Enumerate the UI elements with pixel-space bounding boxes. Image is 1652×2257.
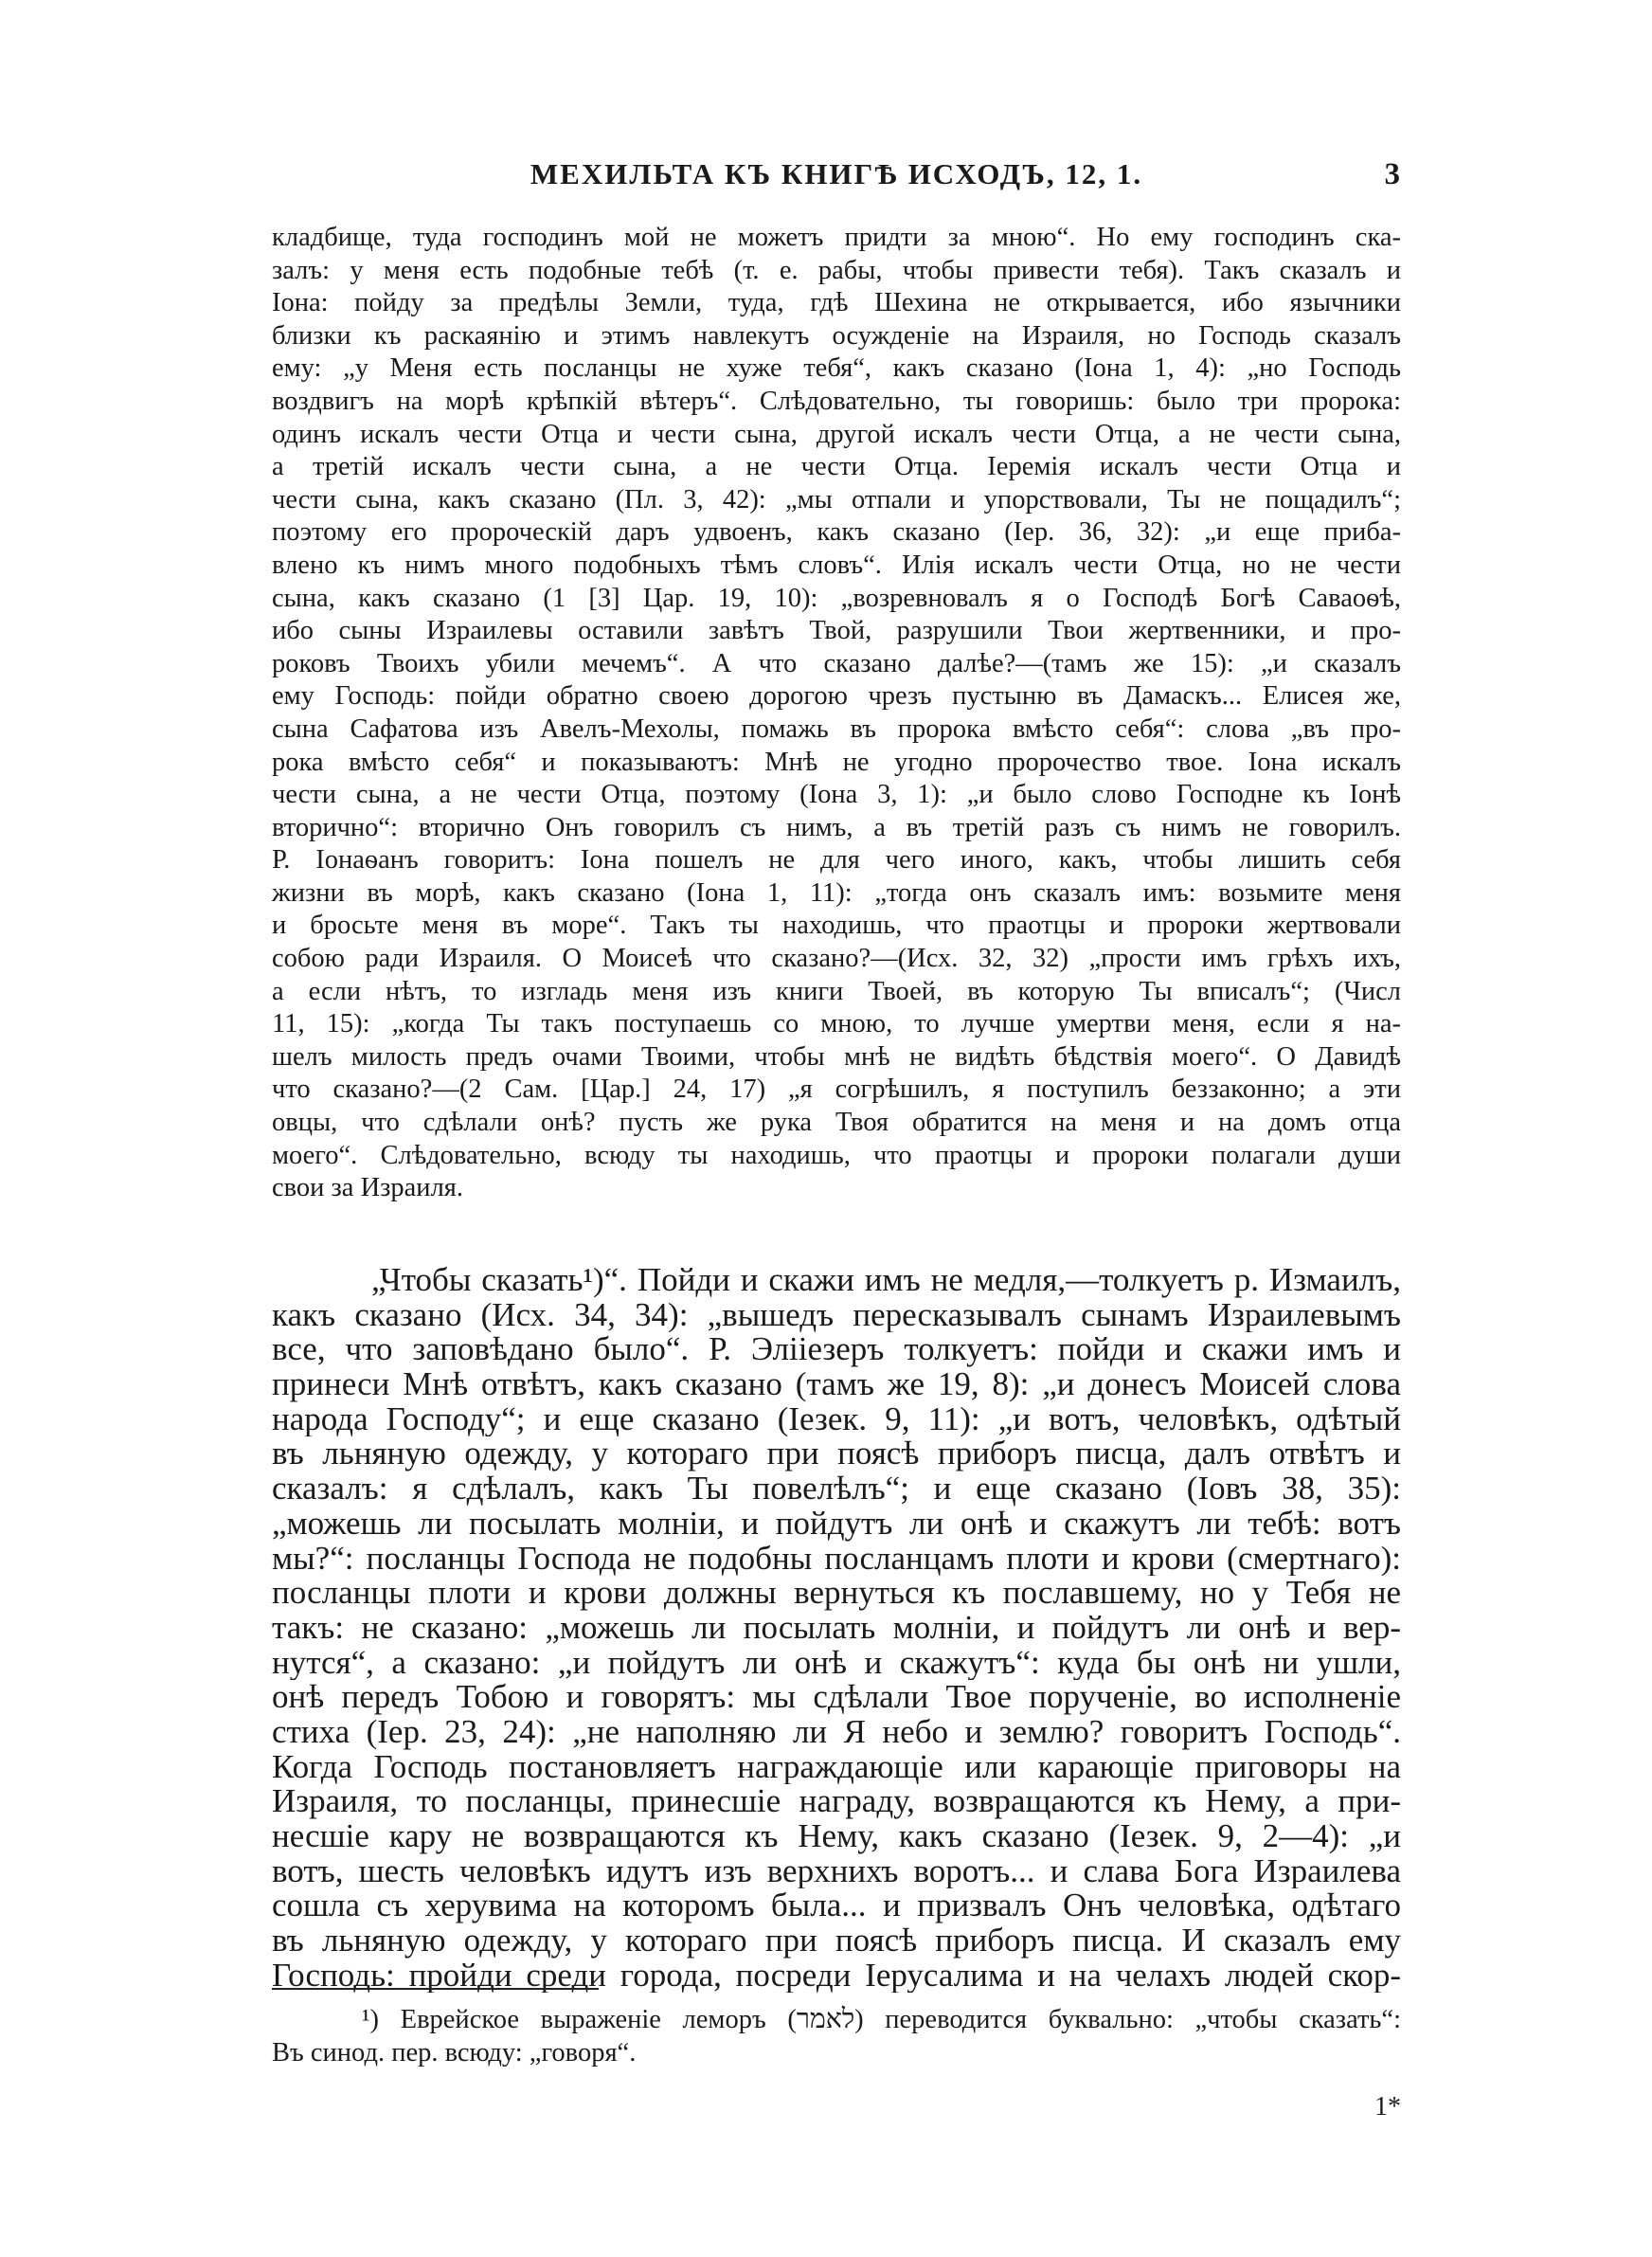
text-line: стиха (Іер. 23, 24): „не наполняю ли Я небо и землю? говоритъ Господь“. <box>272 1714 1401 1750</box>
body-text-small <box>272 222 1401 1205</box>
text-line: въ льняную одежду, у котораго при поясѣ приборъ писца. И сказалъ ему <box>272 1923 1401 1959</box>
text-line: вотъ, шесть человѣкъ идутъ изъ верхнихъ воротъ... и слава Бога Израилева <box>272 1853 1401 1889</box>
text-line: въ льняную одежду, у котораго при поясѣ приборъ писца, далъ отвѣтъ и <box>272 1436 1401 1472</box>
text-line: сошла съ херувима на которомъ была... и призвалъ Онъ человѣка, одѣтаго <box>272 1888 1401 1924</box>
text-line: овцы, что сдѣлали онѣ? пусть же рука Твоя обратится на меня и на домъ отца <box>272 1108 1401 1138</box>
text-line: ему: „у Меня есть посланцы не хуже тебя“, какъ сказано (Іона 1, 4): „но Господь <box>272 353 1401 384</box>
running-head <box>273 157 1400 205</box>
text-line: принеси Мнѣ отвѣтъ, какъ сказано (тамъ же 19, 8): „и донесъ Моисей слова <box>272 1367 1401 1402</box>
text-line: залъ: у меня есть подобные тебѣ (т. е. рабы, чтобы привести тебя). Такъ сказалъ и <box>272 255 1401 285</box>
text-line: нутся“, а сказано: „и пойдутъ ли онѣ и скажутъ“: куда бы онѣ ни ушли, <box>272 1645 1401 1681</box>
running-title: МЕХИЛЬТА КЪ КНИГѢ ИСХОДЪ, 12, 1. <box>530 157 1143 190</box>
text-line: Іона: пойду за предѣлы Земли, туда, гдѣ Шехина не открывается, ибо язычники <box>272 288 1401 318</box>
text-line: какъ сказано (Исх. 34, 34): „вышедъ пересказывалъ сынамъ Израилевымъ <box>272 1297 1401 1333</box>
text-line: мы?“: посланцы Господа не подобны посланцамъ плоти и крови (смертнаго): <box>272 1541 1401 1577</box>
text-line: влено къ нимъ много подобныхъ тѣмъ словъ“. Илія искалъ чести Отца, но не чести <box>272 550 1401 580</box>
text-line: 11, 15): „когда Ты такъ поступаешь со мною, то лучше умертви меня, если я на- <box>272 1009 1401 1039</box>
text-line: вторично“: вторично Онъ говорилъ съ нимъ, а въ третій разъ съ нимъ не говорилъ. <box>272 812 1401 842</box>
text-line: „Чтобы сказать¹)“. Пойди и скажи имъ не медля,—толкуетъ р. Измаилъ, <box>371 1263 1401 1298</box>
footnote-divider <box>272 1988 599 1990</box>
text-line: „можешь ли посылать молніи, и пойдутъ ли онѣ и скажутъ ли тебѣ: вотъ <box>272 1506 1401 1542</box>
text-line: собою ради Израиля. О Моисеѣ что сказано?—(Исх. 32, 32) „прости имъ грѣхъ ихъ, <box>272 944 1401 974</box>
text-line: а третій искалъ чести сына, а не чести Отца. Іеремія искалъ чести Отца и <box>272 452 1401 482</box>
text-line: посланцы плоти и крови должны вернуться къ пославшему, но у Тебя не <box>272 1576 1401 1611</box>
text-line: близки къ раскаянію и этимъ навлекутъ осужденіе на Израиля, но Господь сказалъ <box>272 320 1401 351</box>
text-line: моего“. Слѣдовательно, всюду ты находишь, что праотцы и пророки полагали души <box>272 1140 1401 1170</box>
text-line: и бросьте меня въ море“. Такъ ты находишь, что праотцы и пророки жертвовали <box>272 911 1401 941</box>
text-line: все, что заповѣдано было“. Р. Элііезеръ толкуетъ: пойди и скажи имъ и <box>272 1332 1401 1368</box>
text-line: сына Сафатова изъ Авелъ-Мехолы, помажь въ пророка вмѣсто себя“: слова „въ про- <box>272 713 1401 744</box>
text-line: чести сына, а не чести Отца, поэтому (Іона 3, 1): „и было слово Господне къ Іонѣ <box>272 780 1401 810</box>
text-line: кладбище, туда господинъ мой не можетъ придти за мною“. Но ему господинъ ска- <box>272 223 1401 252</box>
text-line: а если нѣтъ, то изгладь меня изъ книги Твоей, въ которую Ты вписалъ“; (Числ <box>272 976 1401 1006</box>
text-line: одинъ искалъ чести Отца и чести сына, другой искалъ чести Отца, а не чести сына, <box>272 419 1401 449</box>
text-line: ему Господь: пойди обратно своею дорогою чрезъ пустыню въ Дамаскъ... Елисея же, <box>272 681 1401 712</box>
text-line: роковъ Твоихъ убили мечемъ“. А что сказано далѣе?—(тамъ же 15): „и сказалъ <box>272 648 1401 678</box>
page-number: 3 <box>1384 157 1400 191</box>
text-line: сказалъ: я сдѣлалъ, какъ Ты повелѣлъ“; и еще сказано (Іовъ 38, 35): <box>272 1472 1401 1507</box>
footnote-line: Въ синод. пер. всюду: „говоря“. <box>272 2037 637 2067</box>
text-line: Когда Господь постановляетъ награждающіе или карающіе приговоры на <box>272 1749 1401 1785</box>
text-line: несшіе кару не возвращаются къ Нему, какъ сказано (Іезек. 9, 2—4): „и <box>272 1819 1401 1854</box>
text-line: такъ: не сказано: „можешь ли посылать молніи, и пойдутъ ли онѣ и вер- <box>272 1610 1401 1646</box>
text-line: чести сына, какъ сказано (Пл. 3, 42): „мы отпали и упорствовали, Ты не пощадилъ“; <box>272 484 1401 515</box>
signature-mark: 1* <box>1374 2092 1401 2122</box>
text-line: сына, какъ сказано (1 [3] Цар. 19, 10): „возревновалъ я о Господѣ Богѣ Саваоѳѣ, <box>272 583 1401 613</box>
text-line: Р. Іонаѳанъ говоритъ: Іона пошелъ не для чего иного, какъ, чтобы лишить себя <box>272 845 1401 876</box>
footnote-line: ¹) Еврейское выраженіе леморъ (לאמר) переводится буквально: „чтобы сказать“: <box>362 2005 1401 2034</box>
text-line: жизни въ морѣ, какъ сказано (Іона 1, 11): „тогда онъ сказалъ имъ: возьмите меня <box>272 877 1401 908</box>
body-text-large <box>272 1263 1401 1993</box>
footnotes <box>272 2004 1401 2069</box>
text-line: Израиля, то посланцы, принесшіе награду, возвращаются къ Нему, а при- <box>272 1784 1401 1819</box>
text-line: народа Господу“; и еще сказано (Іезек. 9, 11): „и вотъ, человѣкъ, одѣтый <box>272 1401 1401 1437</box>
text-line: онѣ передъ Тобою и говорятъ: мы сдѣлали Твое порученіе, во исполненіе <box>272 1680 1401 1715</box>
text-line: ибо сыны Израилевы оставили завѣтъ Твой, разрушили Твои жертвенники, и про- <box>272 616 1401 646</box>
text-line: Господь: пройди среди города, посреди Іерусалима и на челахъ людей скор- <box>272 1958 1401 1994</box>
text-line: поэтому его пророческій даръ удвоенъ, какъ сказано (Іер. 36, 32): „и еще приба- <box>272 517 1401 548</box>
text-line: что сказано?—(2 Сам. [Цар.] 24, 17) „я согрѣшилъ, я поступилъ беззаконно; а эти <box>272 1074 1401 1105</box>
text-line: свои за Израиля. <box>272 1173 464 1203</box>
text-line: воздвигъ на морѣ крѣпкій вѣтеръ“. Слѣдовательно, ты говоришь: было три пророка: <box>272 386 1401 416</box>
text-line: шелъ милость предъ очами Твоими, чтобы мнѣ не видѣть бѣдствія моего“. О Давидѣ <box>272 1041 1401 1072</box>
text-line: рока вмѣсто себя“ и показываютъ: Мнѣ не угодно пророчество твое. Іона искалъ <box>272 747 1401 777</box>
